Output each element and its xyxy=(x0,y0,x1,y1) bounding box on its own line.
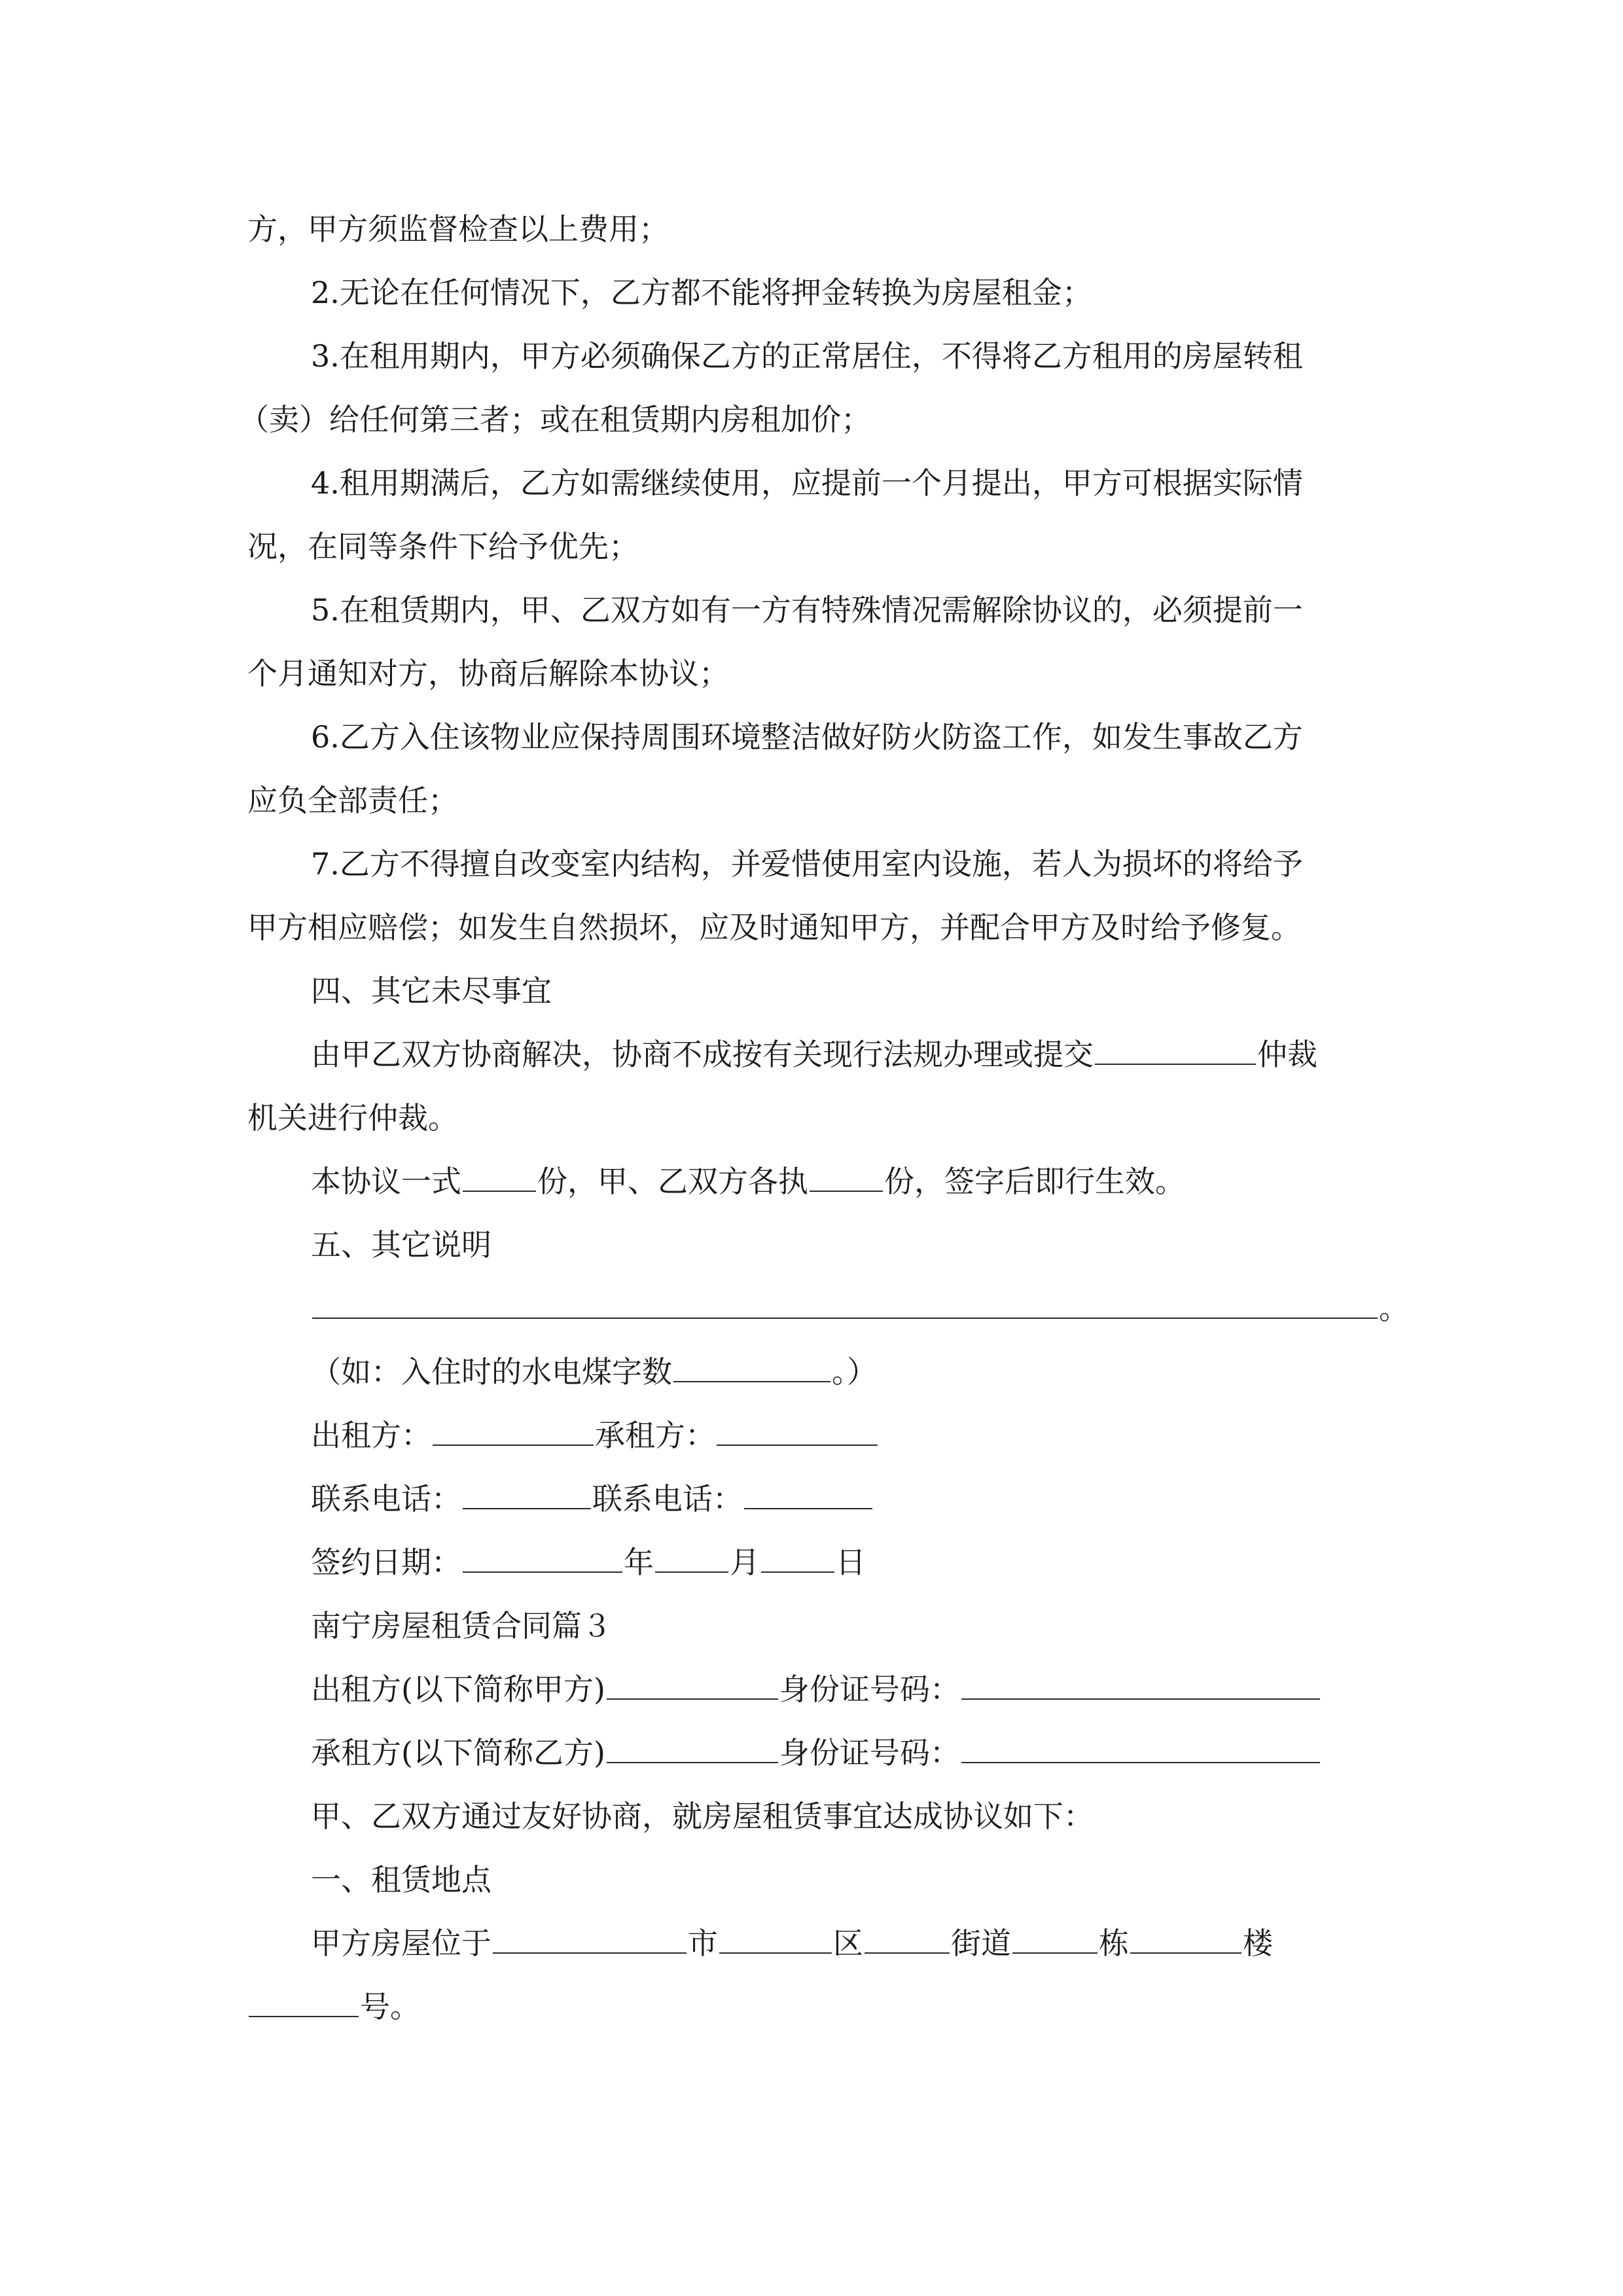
text-segment: 楼 xyxy=(1243,1926,1273,1961)
text-segment: 。 xyxy=(1379,1291,1409,1326)
text-segment: （如：入住时的水电煤字数 xyxy=(311,1354,672,1390)
text-segment: 甲方房屋位于 xyxy=(311,1926,491,1961)
blank-field xyxy=(463,1479,591,1509)
text-segment: 市 xyxy=(688,1926,718,1961)
text-segment: 栋 xyxy=(1099,1926,1129,1961)
text-line xyxy=(311,1035,1317,1074)
blank-field xyxy=(719,1924,832,1954)
text-line: 7.乙方不得擅自改变室内结构，并爱惜使用室内设施，若人为损坏的将给予 xyxy=(311,846,1303,882)
blank-field xyxy=(463,1543,622,1573)
text-segment: 承租方(以下简称乙方) xyxy=(311,1735,605,1770)
text-segment: 承租方： xyxy=(595,1418,715,1453)
blank-field xyxy=(655,1543,728,1573)
blank-field xyxy=(865,1924,950,1954)
text-segment: 身份证号码： xyxy=(779,1672,960,1707)
text-line: 机关进行仲裁。 xyxy=(247,1100,458,1136)
text-line: 5.在租赁期内，甲、乙双方如有一方有特殊情况需解除协议的，必须提前一 xyxy=(311,592,1303,628)
text-segment: 由甲乙双方协商解决，协商不成按有关现行法规办理或提交 xyxy=(311,1037,1094,1072)
blank-field xyxy=(249,1987,359,2017)
blank-field xyxy=(961,1733,1320,1763)
text-segment: 。） xyxy=(832,1354,877,1390)
text-line: 个月通知对方，协商后解除本协议； xyxy=(247,656,729,691)
text-segment: 日 xyxy=(836,1545,866,1580)
text-line xyxy=(311,1543,866,1582)
blank-field xyxy=(607,1670,778,1700)
text-line xyxy=(247,1987,420,2026)
text-segment: 份，甲、乙双方各执 xyxy=(537,1164,808,1199)
text-line xyxy=(311,1289,1409,1328)
blank-field xyxy=(1130,1924,1241,1954)
blank-field xyxy=(433,1416,594,1446)
text-line: 甲方相应赔偿；如发生自然损坏，应及时通知甲方，并配合甲方及时给予修复。 xyxy=(247,910,1301,945)
text-line: 4.租用期满后，乙方如需继续使用，应提前一个月提出，甲方可根据实际情 xyxy=(311,465,1303,501)
text-line: 2.无论在任何情况下，乙方都不能将押金转换为房屋租金； xyxy=(311,275,1092,310)
text-segment: 月 xyxy=(730,1545,760,1580)
text-segment: 仲裁 xyxy=(1257,1037,1317,1072)
text-line xyxy=(311,1670,1321,1709)
text-line: 应负全部责任； xyxy=(247,783,458,818)
blank-field xyxy=(717,1416,878,1446)
text-segment: 本协议一式 xyxy=(311,1164,461,1199)
text-segment: 联系电话： xyxy=(592,1481,743,1516)
text-line: 况，在同等条件下给予优先； xyxy=(247,529,639,564)
text-segment: 街道 xyxy=(951,1926,1011,1961)
text-segment: 签约日期： xyxy=(311,1545,461,1580)
text-segment: 出租方(以下简称甲方) xyxy=(311,1672,605,1707)
text-line: 甲、乙双方通过友好协商，就房屋租赁事宜达成协议如下： xyxy=(311,1799,1094,1834)
text-line xyxy=(311,1162,1185,1201)
blank-field xyxy=(673,1352,830,1382)
blank-field xyxy=(744,1479,872,1509)
text-line xyxy=(311,1416,879,1455)
text-line: （卖）给任何第三者；或在租赁期内房租加价； xyxy=(239,402,871,437)
text-segment: 号。 xyxy=(360,1989,420,2024)
section-heading: 五、其它说明 xyxy=(311,1227,491,1263)
text-line xyxy=(311,1479,874,1518)
blank-field xyxy=(312,1289,1378,1319)
text-segment: 份，签字后即行生效。 xyxy=(884,1164,1185,1199)
blank-field xyxy=(810,1162,883,1192)
text-line: 3.在租用期内，甲方必须确保乙方的正常居住，不得将乙方租用的房屋转租 xyxy=(311,338,1303,374)
text-segment: 区 xyxy=(833,1926,863,1961)
text-segment: 出租方： xyxy=(311,1418,431,1453)
text-segment: 年 xyxy=(624,1545,654,1580)
blank-field xyxy=(463,1162,536,1192)
text-line: 6.乙方入住该物业应保持周围环境整洁做好防火防盗工作，如发生事故乙方 xyxy=(311,719,1303,755)
blank-field xyxy=(1095,1035,1256,1065)
blank-field xyxy=(607,1733,778,1763)
blank-field xyxy=(961,1670,1320,1700)
text-line: 方，甲方须监督检查以上费用； xyxy=(247,211,669,247)
text-line xyxy=(311,1352,877,1391)
blank-field xyxy=(761,1543,834,1573)
blank-field xyxy=(1012,1924,1097,1954)
article-title: 南宁房屋租赁合同篇３ xyxy=(311,1608,612,1643)
section-heading: 一、租赁地点 xyxy=(311,1862,491,1897)
blank-field xyxy=(493,1924,687,1954)
text-segment: 身份证号码： xyxy=(779,1735,960,1770)
text-line xyxy=(311,1733,1321,1772)
text-line xyxy=(311,1924,1273,1963)
text-segment: 联系电话： xyxy=(311,1481,461,1516)
section-heading: 四、其它未尽事宜 xyxy=(311,973,552,1009)
